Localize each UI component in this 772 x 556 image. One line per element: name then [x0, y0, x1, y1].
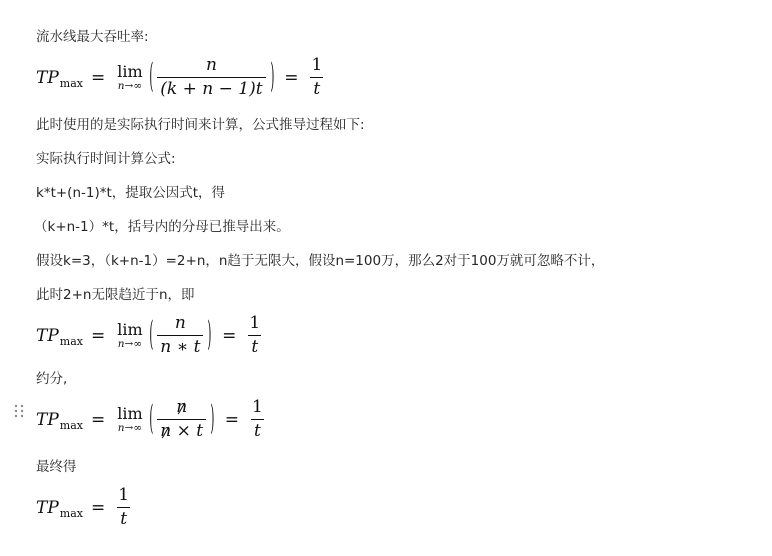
formula-lhs: TP: [36, 67, 59, 88]
paragraph-derivation-intro: 此时使用的是实际执行时间来计算，公式推导过程如下:: [36, 117, 365, 133]
result-numerator: 1: [249, 313, 261, 333]
result-denominator: t: [310, 77, 323, 99]
result-numerator: 1: [118, 485, 130, 505]
limit-subscript: n→∞: [117, 337, 143, 350]
formula-throughput-limit: TP max = lim n→∞ ( $\frac{n}{(k + n - 1)t}$ ) = $\frac{1}{t}$: [36, 56, 327, 99]
result-numerator: 1: [311, 55, 323, 75]
limit-word: lim: [117, 403, 143, 423]
result-denominator: t: [251, 419, 264, 441]
formula-lhs: TP: [36, 409, 59, 430]
fraction: [157, 398, 206, 441]
cancelled-n-numerator: n: [176, 397, 188, 417]
result-denominator: t: [248, 335, 261, 357]
paragraph-simplify: 约分,: [36, 371, 68, 387]
formula-lhs-subscript: max: [59, 77, 83, 90]
denominator-rest: × t: [171, 421, 204, 441]
limit-subscript: n→∞: [117, 421, 143, 434]
limit-subscript: n→∞: [117, 79, 143, 92]
fraction-numerator: n: [174, 313, 186, 333]
formula-limit-approx: TP max = lim n→∞ ( $\frac{n}{n ∗ t}$ ) = $\frac{1}{t}$: [36, 314, 265, 357]
fraction-numerator: n: [205, 55, 217, 75]
formula-lhs-subscript: max: [59, 335, 83, 348]
fraction-denominator: [157, 419, 206, 441]
drag-handle-icon[interactable]: [13, 404, 25, 418]
result-denominator: t: [117, 507, 130, 529]
limit-operator: [117, 403, 143, 434]
result-fraction: [115, 486, 132, 529]
limit-operator: [117, 61, 143, 92]
result-fraction: [249, 398, 266, 441]
limit-word: lim: [117, 61, 143, 81]
formula-lhs-subscript: max: [59, 419, 83, 432]
paragraph-factor-t: k*t+(n-1)*t，提取公因式t，得: [36, 185, 226, 201]
fraction-denominator: n ∗ t: [157, 335, 203, 357]
formula-lhs: TP: [36, 497, 59, 518]
formula-final-result: TP max = $\frac{1}{t}$: [36, 486, 134, 529]
paragraph-final: 最终得: [36, 459, 77, 475]
paragraph-approaches-n: 此时2+n无限趋近于n，即: [36, 287, 195, 303]
formula-lhs: TP: [36, 325, 59, 346]
paragraph-throughput-title: 流水线最大吞吐率:: [36, 29, 149, 45]
paragraph-assumption: 假设k=3，（k+n-1）=2+n，n趋于无限大，假设n=100万，那么2对于100万就可忽略不计，: [36, 253, 605, 269]
formula-cancellation: TP max = lim n→∞ ( $\frac{n}{n \times t}$ ) = $\frac{1}{t}$: [36, 398, 268, 441]
cancelled-n-denominator: n: [160, 421, 172, 441]
paragraph-actual-time-formula: 实际执行时间计算公式:: [36, 151, 176, 167]
limit-operator: [117, 319, 143, 350]
fraction-numerator: [173, 398, 190, 419]
result-numerator: 1: [252, 397, 263, 417]
formula-lhs-subscript: max: [59, 507, 83, 520]
fraction: [157, 314, 203, 357]
fraction: [157, 56, 265, 99]
result-fraction: [308, 56, 325, 99]
fraction-denominator: (k + n − 1)t: [157, 77, 265, 99]
result-fraction: [246, 314, 263, 357]
paragraph-denominator: （k+n-1）*t，括号内的分母已推导出来。: [34, 219, 290, 235]
limit-word: lim: [117, 319, 143, 339]
